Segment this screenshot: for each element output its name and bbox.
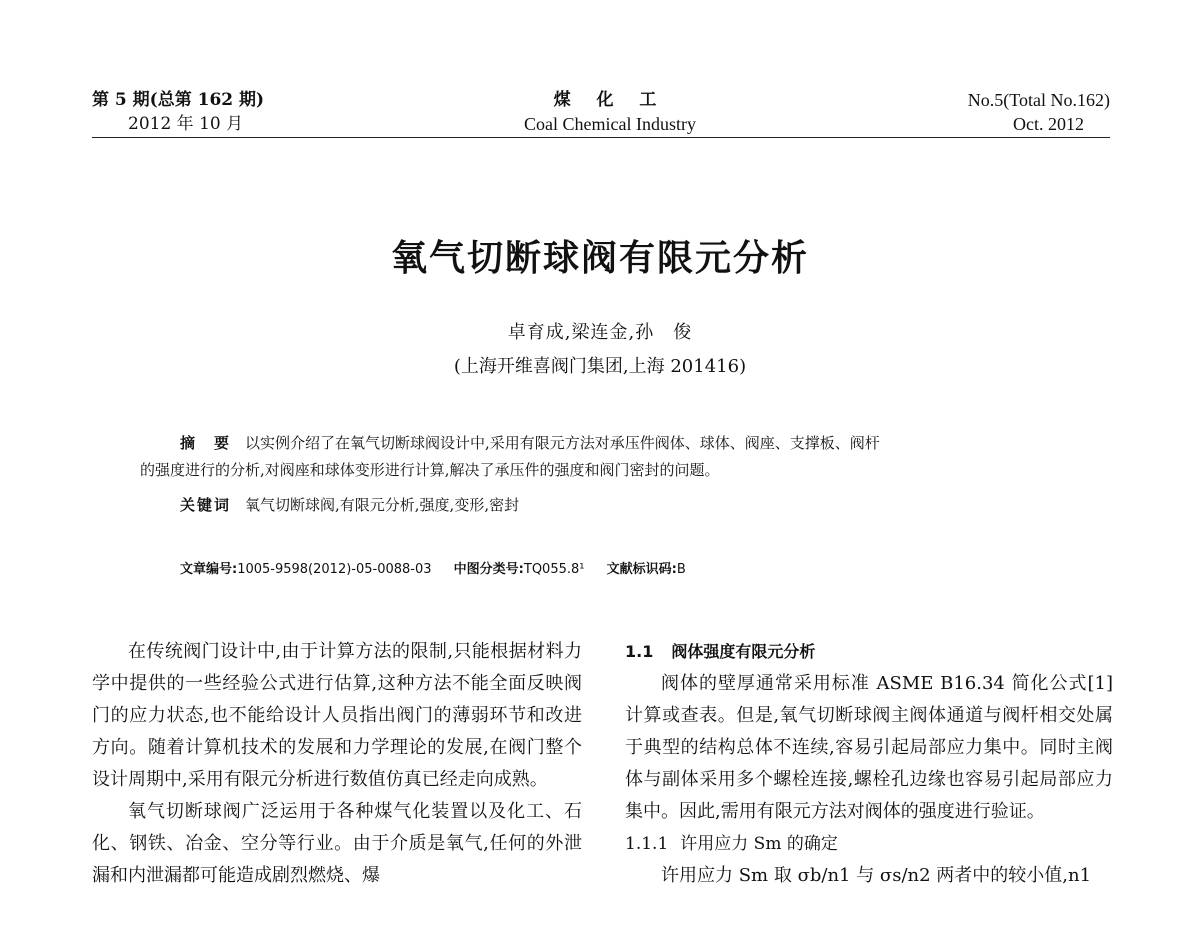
body-right-column xyxy=(625,636,1113,892)
abstract-label: 摘 要 xyxy=(180,434,232,452)
section-number: 1.1 xyxy=(625,642,654,661)
body-paragraph: 氧气切断球阀广泛运用于各种煤气化装置以及化工、石化、钢铁、冶金、空分等行业。由于介质是氧气,任何的外泄漏和内泄漏都可能造成剧烈燃烧、爆 xyxy=(92,801,582,886)
journal-name-en: Coal Chemical Industry xyxy=(524,114,696,134)
abstract-text-1: 以实例介绍了在氧气切断球阀设计中,采用有限元方法对承压件阀体、球体、阀座、支撑板、阀杆 xyxy=(245,434,880,452)
clc-label: 中图分类号: xyxy=(453,562,524,577)
body-paragraph: 阀体的壁厚通常采用标准 ASME B16.34 简化公式[1]计算或查表。但是,氧气切断球阀主阀体通道与阀杆相交处属于典型的结构总体不连续,容易引起局部应力集中。同时主阀体与副体采用多个螺栓连接,螺栓孔边缘也容易引起局部应力集中。因此,需用有限元方法对阀体的强度进行验证。 xyxy=(625,673,1113,822)
keywords xyxy=(180,494,519,515)
article-meta xyxy=(180,558,686,577)
article-title: 氧气切断球阀有限元分析 xyxy=(390,238,809,279)
issue-number-cn: 第 5 期(总第 162 期) xyxy=(92,90,265,110)
subsection-number: 1.1.1 xyxy=(625,834,669,854)
doc-code: B xyxy=(676,562,686,577)
abstract xyxy=(140,430,1070,484)
journal-name-cn: 煤 化 工 xyxy=(553,90,667,110)
header-divider xyxy=(92,137,1110,138)
header-issue-info xyxy=(92,88,264,136)
header-journal-name xyxy=(460,88,760,136)
issue-date-cn: 2012 年 10 月 xyxy=(128,114,244,134)
body-left-column xyxy=(92,636,582,892)
subsection-heading xyxy=(625,828,1113,860)
header-issue-info-en xyxy=(968,88,1110,136)
abstract-text-2: 的强度进行的分析,对阀座和球体变形进行计算,解决了承压件的强度和阀门密封的问题。 xyxy=(140,461,720,479)
subsection-title: 许用应力 Sm 的确定 xyxy=(680,834,838,854)
article-no: 1005-9598(2012)-05-0088-03 xyxy=(237,562,432,577)
section-heading xyxy=(625,636,1113,668)
doc-code-label: 文献标识码: xyxy=(606,562,677,577)
keywords-text: 氧气切断球阀,有限元分析,强度,变形,密封 xyxy=(245,496,520,514)
body-paragraph: 许用应力 Sm 取 σb/n1 与 σs/n2 两者中的较小值,n1 xyxy=(661,865,1092,886)
issue-date-en: Oct. 2012 xyxy=(1013,114,1084,134)
issue-number-en: No.5(Total No.162) xyxy=(967,90,1110,110)
abstract-line-1 xyxy=(140,430,1070,457)
article-no-label: 文章编号: xyxy=(180,562,238,577)
article-authors: 卓育成,梁连金,孙 俊 xyxy=(507,322,693,343)
keywords-label: 关键词 xyxy=(180,496,232,514)
body-paragraph: 在传统阀门设计中,由于计算方法的限制,只能根据材料力学中提供的一些经验公式进行估算,这种方法不能全面反映阀门的应力状态,也不能给设计人员指出阀门的薄弱环节和改进方向。随着计算机技术的发展和力学理论的发展,在阀门整个设计周期中,采用有限元分析进行数值仿真已经走向成熟。 xyxy=(92,641,582,790)
article-affiliation: (上海开维喜阀门集团,上海 201416) xyxy=(453,356,747,377)
section-title: 阀体强度有限元分析 xyxy=(671,642,816,661)
clc-code: TQ055.8¹ xyxy=(523,562,585,577)
